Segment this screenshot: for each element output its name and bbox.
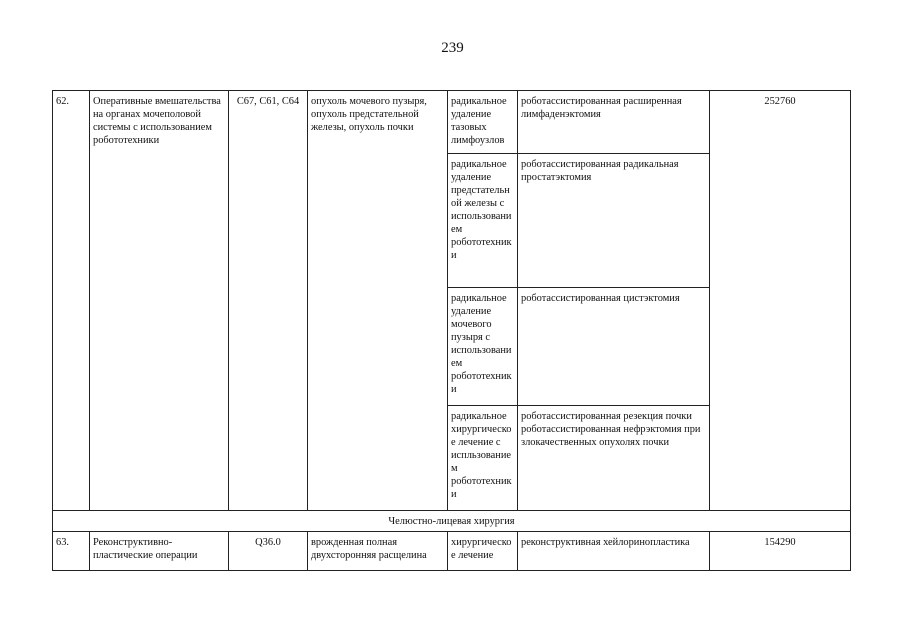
page-number: 239: [441, 40, 464, 56]
care-type-name: Реконструктивно-пластические операции: [90, 532, 229, 571]
medical-care-table: [52, 90, 851, 571]
row-number: 62.: [53, 91, 90, 511]
treatment-method: роботассистированная расширенная лимфаденэктомия: [518, 91, 710, 154]
treatment-type: радикальное удаление предстательной железы с использованием робототехники: [448, 154, 518, 288]
section-header-row: [53, 511, 851, 532]
treatment-method: роботассистированная резекция почки роботассистированная нефрэктомия при злокачественных опухолях почки: [518, 406, 710, 511]
treatment-type: радикальное удаление тазовых лимфоузлов: [448, 91, 518, 154]
icd-codes: Q36.0: [229, 532, 308, 571]
patient-model: врожденная полная двухсторонняя расщелина: [308, 532, 448, 571]
norm-cost: 154290: [710, 532, 851, 571]
treatment-method: роботассистированная цистэктомия: [518, 288, 710, 406]
care-type-name: Оперативные вмешательства на органах мочеполовой системы с использованием робототехники: [90, 91, 229, 511]
section-title: Челюстно-лицевая хирургия: [53, 511, 851, 532]
row-number: 63.: [53, 532, 90, 571]
treatment-type: хирургическое лечение: [448, 532, 518, 571]
treatment-type: радикальное хирургическое лечение с испльзованием робототехники: [448, 406, 518, 511]
table-row-62-1: [53, 91, 851, 154]
patient-model: опухоль мочевого пузыря, опухоль предстательной железы, опухоль почки: [308, 91, 448, 511]
treatment-method: реконструктивная хейлоринопластика: [518, 532, 710, 571]
norm-cost: 252760: [710, 91, 851, 511]
table-row-63: [53, 532, 851, 571]
treatment-type: радикальное удаление мочевого пузыря с использованием робототехники: [448, 288, 518, 406]
treatment-method: роботассистированная радикальная простатэктомия: [518, 154, 710, 288]
icd-codes: C67, C61, C64: [229, 91, 308, 511]
